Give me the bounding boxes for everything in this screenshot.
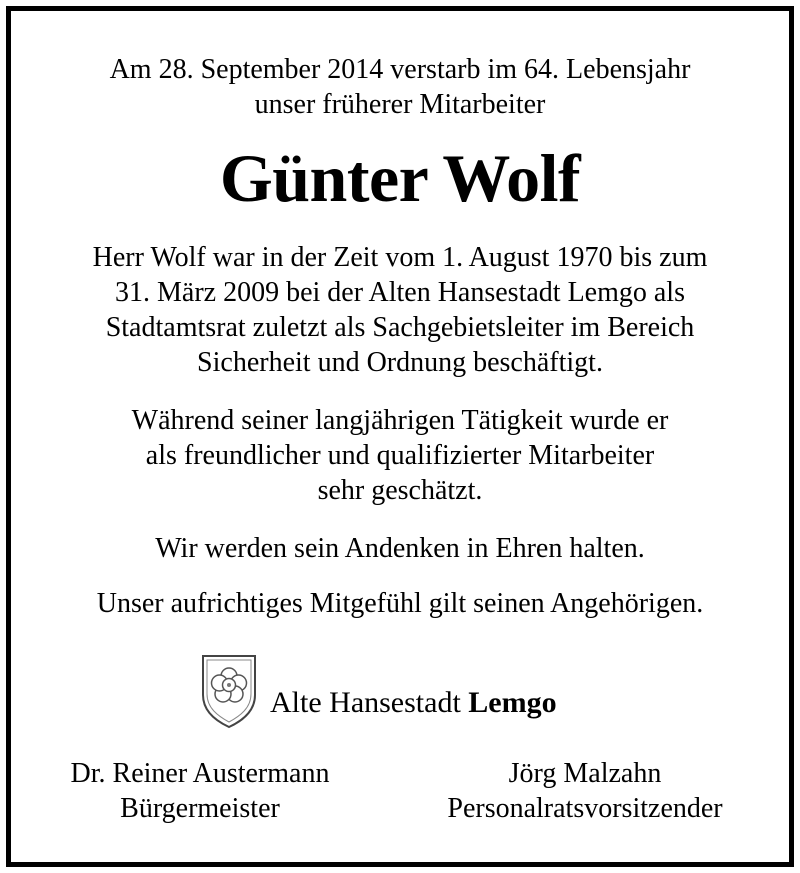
- signatory-staff-council: [410, 756, 760, 826]
- appreciation-paragraph: [0, 403, 800, 508]
- paragraph-line: Stadtamtsrat zuletzt als Sachgebietsleiter im Bereich: [105, 312, 695, 343]
- paragraph-line: Während seiner langjährigen Tätigkeit wurde er: [131, 405, 669, 436]
- condolence-line: Unser aufrichtiges Mitgefühl gilt seinen Angehörigen.: [96, 588, 704, 619]
- organization-name-bold: Lemgo: [468, 686, 557, 719]
- paragraph-line: Herr Wolf war in der Zeit vom 1. August 1970 bis zum: [92, 242, 708, 273]
- paragraph-line: 31. März 2009 bei der Alten Hansestadt Lemgo als: [115, 277, 685, 308]
- intro-line-1: Am 28. September 2014 verstarb im 64. Lebensjahr: [109, 54, 691, 85]
- signatory-name: Jörg Malzahn: [508, 758, 662, 789]
- remembrance-line: Wir werden sein Andenken in Ehren halten.: [155, 533, 645, 564]
- employment-paragraph: [0, 240, 800, 380]
- signatory-name: Dr. Reiner Austermann: [70, 758, 330, 789]
- signatory-mayor: [30, 756, 370, 826]
- organization-name-regular: Alte Hansestadt: [270, 686, 461, 719]
- deceased-name: Günter Wolf: [219, 140, 581, 216]
- signatory-title: Bürgermeister: [120, 793, 280, 824]
- rose-shield-icon: [200, 653, 258, 729]
- paragraph-line: sehr geschätzt.: [317, 475, 483, 506]
- paragraph-line: Sicherheit und Ordnung beschäftigt.: [197, 347, 603, 378]
- signatory-title: Personalratsvorsitzender: [447, 793, 723, 824]
- organization-name: [270, 684, 557, 722]
- intro-line-2: unser früherer Mitarbeiter: [254, 89, 546, 120]
- paragraph-line: als freundlicher und qualifizierter Mitarbeiter: [145, 440, 655, 471]
